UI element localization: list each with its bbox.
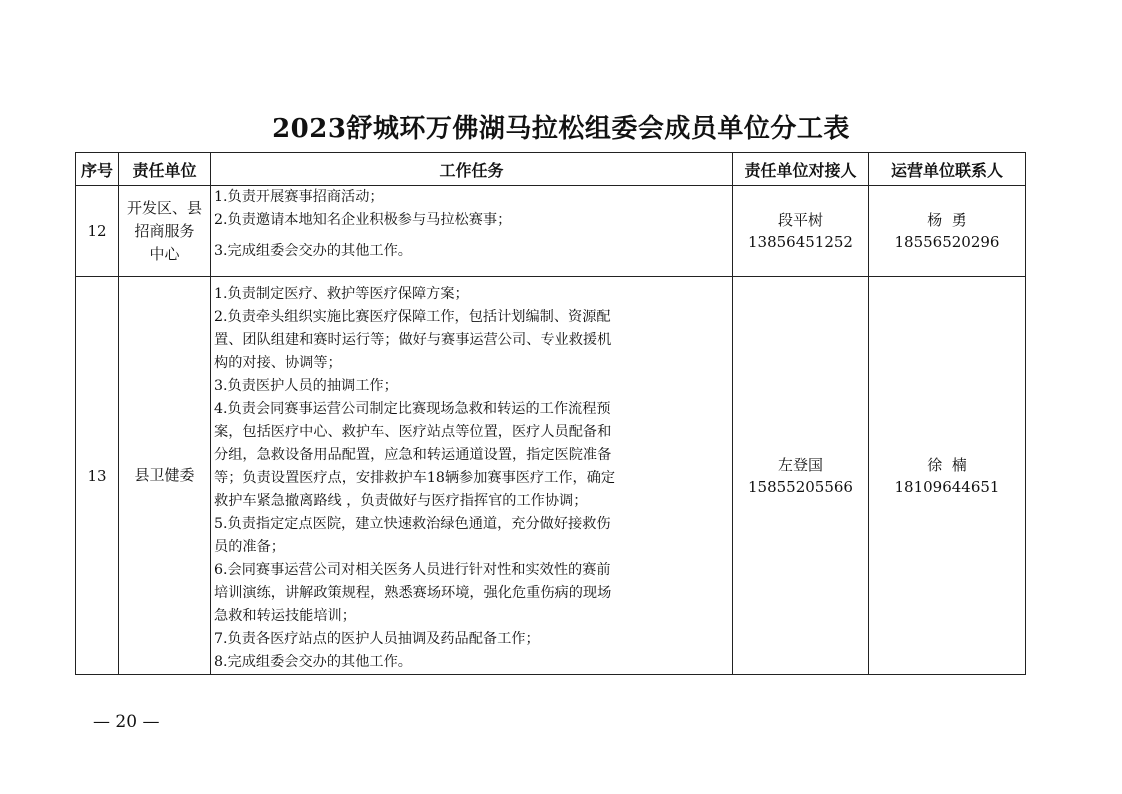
table-row bbox=[76, 277, 1026, 675]
task-line: 3.完成组委会交办的其他工作。 bbox=[214, 243, 412, 259]
header-liaison: 责任单位对接人 bbox=[733, 153, 869, 186]
task-line: 急救和转运技能培训； bbox=[214, 608, 356, 624]
header-seq: 序号 bbox=[76, 153, 119, 186]
row-operator bbox=[869, 186, 1026, 277]
task-line: 构的对接、协调等； bbox=[214, 355, 342, 371]
unit-line: 县卫健委 bbox=[134, 466, 195, 484]
task-line: 6.会同赛事运营公司对相关医务人员进行针对性和实效性的赛前 bbox=[214, 562, 611, 578]
liaison-phone: 13856451252 bbox=[748, 233, 853, 251]
operator-phone: 18109644651 bbox=[894, 477, 1000, 496]
task-line: 培训演练，讲解政策规程，熟悉赛场环境，强化危重伤病的现场 bbox=[214, 585, 612, 601]
liaison-phone: 15855205566 bbox=[748, 477, 853, 496]
liaison-name: 左登国 bbox=[777, 455, 823, 474]
unit-line: 招商服务 bbox=[134, 221, 195, 240]
operator-name: 杨 勇 bbox=[927, 211, 967, 229]
task-line: 置、团队组建和赛时运行等；做好与赛事运营公司、专业救援机 bbox=[214, 332, 612, 348]
header-unit: 责任单位 bbox=[119, 153, 211, 186]
header-tasks: 工作任务 bbox=[211, 153, 733, 186]
task-line: 员的准备； bbox=[214, 539, 285, 555]
task-line: 等；负责设置医疗点，安排救护车18辆参加赛事医疗工作，确定 bbox=[214, 470, 616, 486]
task-line: 救护车紧急撤离路线 ，负责做好与医疗指挥官的工作协调； bbox=[214, 493, 588, 509]
task-line: 案，包括医疗中心、救护车、医疗站点等位置，医疗人员配备和 bbox=[214, 424, 612, 440]
row-unit bbox=[119, 277, 211, 675]
duty-table bbox=[75, 152, 1026, 675]
table-row bbox=[76, 186, 1026, 277]
row-liaison bbox=[733, 186, 869, 277]
task-line: 3.负责医护人员的抽调工作； bbox=[214, 378, 398, 394]
task-line: 8.完成组委会交办的其他工作。 bbox=[214, 654, 412, 670]
page-number: — 20 — bbox=[93, 712, 160, 732]
header-operator: 运营单位联系人 bbox=[869, 153, 1026, 186]
row-tasks bbox=[211, 186, 733, 277]
page-title: 2023舒城环万佛湖马拉松组委会成员单位分工表 bbox=[272, 114, 850, 144]
task-line: 5.负责指定定点医院，建立快速救治绿色通道，充分做好接救伤 bbox=[214, 516, 611, 532]
operator-phone: 18556520296 bbox=[894, 233, 1000, 251]
liaison-name: 段平树 bbox=[777, 211, 823, 229]
task-line: 7.负责各医疗站点的医护人员抽调及药品配备工作； bbox=[214, 631, 540, 647]
task-line: 分组，急救设备用品配置，应急和转运通道设置，指定医院准备 bbox=[214, 447, 612, 463]
unit-line: 中心 bbox=[149, 244, 180, 263]
operator-name: 徐 楠 bbox=[927, 455, 967, 474]
row-operator bbox=[869, 277, 1026, 675]
row-seq: 12 bbox=[76, 186, 119, 277]
task-line: 4.负责会同赛事运营公司制定比赛现场急救和转运的工作流程预 bbox=[214, 401, 611, 417]
row-tasks bbox=[211, 277, 733, 675]
row-liaison bbox=[733, 277, 869, 675]
row-unit bbox=[119, 186, 211, 277]
task-line: 2.负责牵头组织实施比赛医疗保障工作，包括计划编制、资源配 bbox=[214, 309, 611, 325]
row-seq: 13 bbox=[76, 277, 119, 675]
unit-line: 开发区、县 bbox=[126, 198, 202, 217]
task-line: 1.负责制定医疗、救护等医疗保障方案； bbox=[214, 286, 469, 302]
task-line: 1.负责开展赛事招商活动； bbox=[214, 189, 384, 205]
table-header-row bbox=[76, 153, 1026, 186]
task-line: 2.负责邀请本地知名企业积极参与马拉松赛事； bbox=[214, 212, 512, 228]
